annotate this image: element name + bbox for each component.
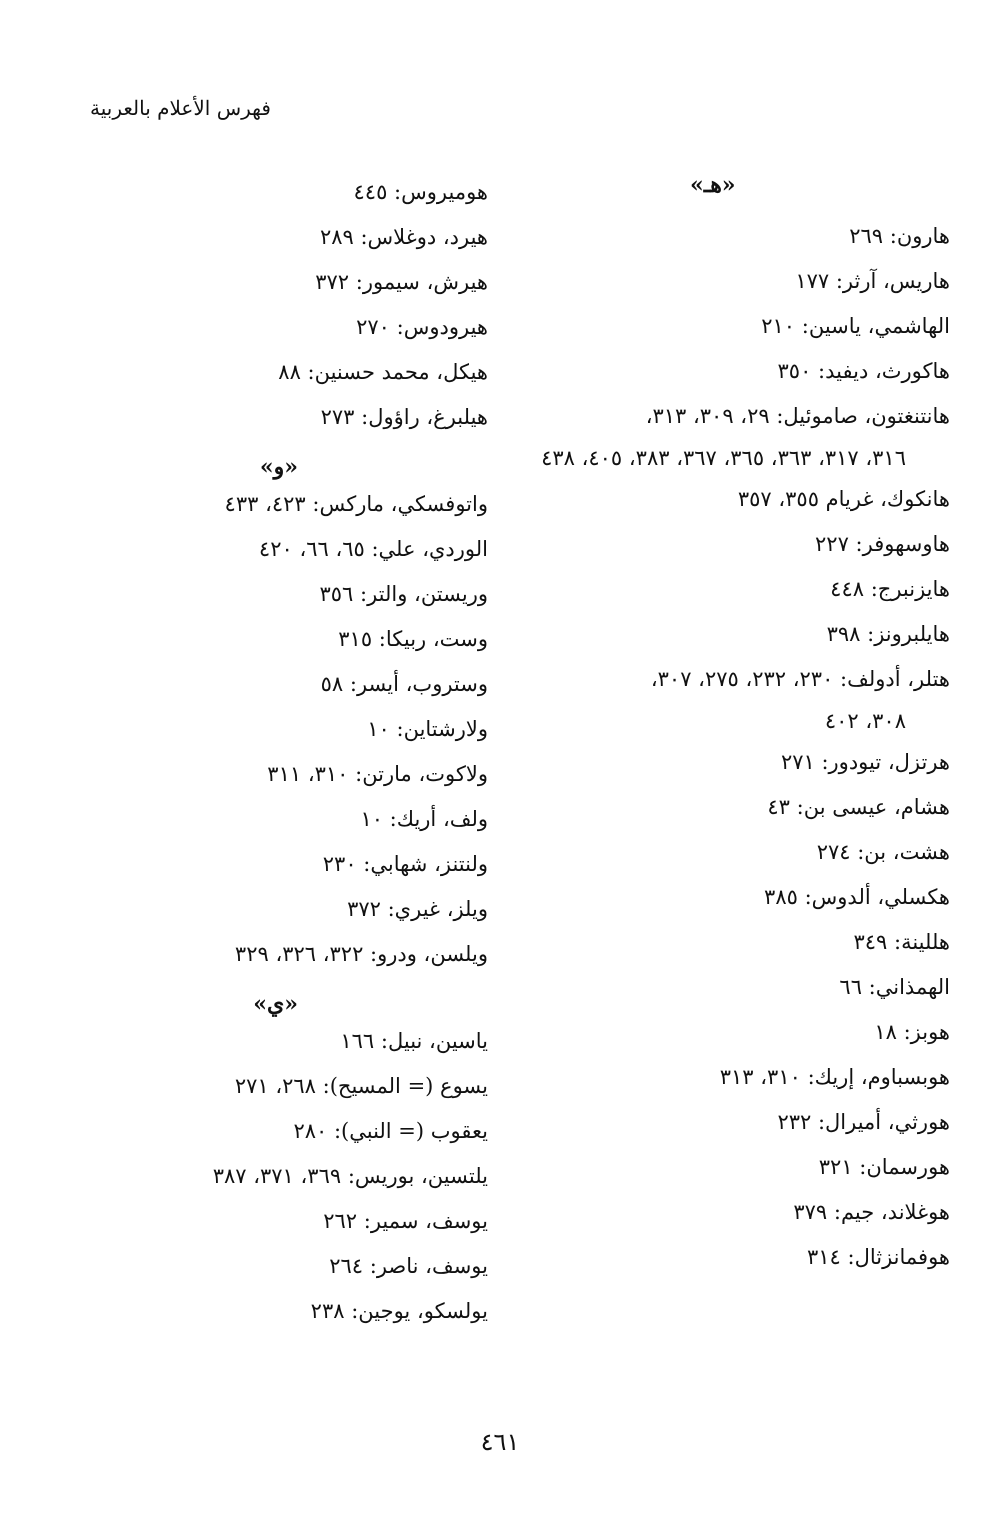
entry-text: يولسكو، يوجين: ٢٣٨ — [310, 1299, 488, 1323]
entry-text: هيرد، دوغلاس: ٢٨٩ — [319, 225, 488, 249]
index-entry — [160, 1199, 488, 1244]
entry-text: الهاشمي، ياسين: ٢١٠ — [761, 314, 950, 338]
index-section — [160, 170, 488, 440]
page-number: ٤٦١ — [480, 1428, 520, 1456]
index-entry — [160, 395, 488, 440]
index-entry — [540, 214, 950, 259]
index-entry — [540, 522, 950, 567]
entry-text: وستروب، أيسر: ٥٨ — [320, 672, 488, 696]
index-entry — [160, 1064, 488, 1109]
entry-text: هوبز: ١٨ — [874, 1020, 950, 1044]
entry-text: وست، ربيكا: ٣١٥ — [338, 627, 488, 651]
index-section — [160, 452, 488, 977]
index-section — [160, 989, 488, 1334]
entry-list — [160, 170, 488, 440]
index-entry — [540, 612, 950, 657]
entry-text: يوسف، ناصر: ٢٦٤ — [329, 1254, 488, 1278]
entry-text: هايلبرونز: ٣٩٨ — [826, 622, 950, 646]
entry-text: هوغلاند، جيم: ٣٧٩ — [793, 1200, 950, 1224]
entry-text: هوفمانزثال: ٣١٤ — [806, 1245, 950, 1269]
index-entry — [160, 305, 488, 350]
entry-text: هيرش، سيمور: ٣٧٢ — [315, 270, 488, 294]
entry-text: هشام، عيسى بن: ٤٣ — [767, 795, 950, 819]
entry-list — [160, 482, 488, 977]
right-column — [540, 170, 950, 1280]
index-entry — [540, 259, 950, 304]
index-entry — [540, 1100, 950, 1145]
index-entry — [160, 617, 488, 662]
index-entry — [160, 842, 488, 887]
entry-text: وريستن، والتر: ٣٥٦ — [319, 582, 488, 606]
entry-text: الوردي، علي: ٦٥، ٦٦، ٤٢٠ — [258, 537, 488, 561]
index-entry — [540, 349, 950, 394]
index-entry — [540, 740, 950, 785]
entry-text: هكسلي، ألدوس: ٣٨٥ — [764, 885, 950, 909]
entry-text: هيلبرغ، راؤول: ٢٧٣ — [320, 405, 488, 429]
entry-text: هيكل، محمد حسنين: ٨٨ — [278, 360, 488, 384]
entry-text: ياسين، نبيل: ١٦٦ — [340, 1029, 488, 1053]
index-entry — [160, 797, 488, 842]
index-entry — [160, 350, 488, 395]
index-entry — [540, 875, 950, 920]
entry-list — [160, 1019, 488, 1334]
index-entry — [160, 482, 488, 527]
entry-text: ولارشتاين: ١٠ — [367, 717, 488, 741]
index-entry — [160, 572, 488, 617]
entry-text: هللينة: ٣٤٩ — [853, 930, 950, 954]
entry-text: ويلز، غيري: ٣٧٢ — [347, 897, 488, 921]
index-entry — [540, 567, 950, 612]
entry-text: هاوسهوفر: ٢٢٧ — [815, 532, 950, 556]
index-entry — [540, 785, 950, 830]
index-entry — [160, 260, 488, 305]
index-entry — [540, 477, 950, 522]
index-entry — [540, 965, 950, 1010]
entry-text: هاريس، آرثر: ١٧٧ — [795, 269, 950, 293]
index-entry — [160, 932, 488, 977]
entry-text: هاكورث، ديفيد: ٣٥٠ — [777, 359, 950, 383]
entry-text: يلتسين، بوريس: ٣٦٩، ٣٧١، ٣٨٧ — [212, 1164, 488, 1188]
entry-list — [540, 214, 950, 1280]
index-entry — [540, 1055, 950, 1100]
index-entry — [160, 752, 488, 797]
entry-text: يعقوب (= النبي): ٢٨٠ — [293, 1119, 488, 1143]
entry-text: هارون: ٢٦٩ — [849, 224, 950, 248]
entry-text: ويلسن، ودرو: ٣٢٢، ٣٢٦، ٣٢٩ — [234, 942, 488, 966]
index-entry — [540, 830, 950, 875]
section-letter: «و» — [259, 454, 298, 480]
entry-text: هوميروس: ٤٤٥ — [353, 180, 488, 204]
entry-text: هشت، بن: ٢٧٤ — [816, 840, 950, 864]
entry-text: هورسمان: ٣٢١ — [818, 1155, 950, 1179]
entry-text: ولنتنز، شهابي: ٢٣٠ — [322, 852, 488, 876]
entry-text: هيرودوس: ٢٧٠ — [356, 315, 488, 339]
index-entry — [160, 887, 488, 932]
entry-text: يوسف، سمير: ٢٦٢ — [323, 1209, 488, 1233]
running-head: فهرس الأعلام بالعربية — [90, 96, 271, 120]
index-entry — [160, 707, 488, 752]
section-letter-heh: «هـ» — [690, 172, 736, 198]
index-entry — [540, 1010, 950, 1055]
index-entry — [160, 170, 488, 215]
entry-text: هانتنغتون، صاموئيل: ٢٩، ٣٠٩، ٣١٣، — [645, 404, 950, 428]
entry-text: يسوع (= المسيح): ٢٦٨، ٢٧١ — [234, 1074, 488, 1098]
entry-text: هانكوك، غريام ٣٥٥، ٣٥٧ — [737, 487, 950, 511]
index-entry — [160, 662, 488, 707]
section-letter: «ي» — [253, 991, 298, 1017]
entry-text: هايزنبرج: ٤٤٨ — [830, 577, 950, 601]
index-entry — [160, 527, 488, 572]
index-entry — [160, 1154, 488, 1199]
entry-text: واتوفسكي، ماركس: ٤٢٣، ٤٣٣ — [224, 492, 488, 516]
entry-text: الهمذاني: ٦٦ — [839, 975, 950, 999]
entry-continuation: ٣٠٨، ٤٠٢ — [824, 709, 906, 733]
entry-text: ولف، أريك: ١٠ — [360, 807, 488, 831]
index-entry — [540, 920, 950, 965]
index-entry — [540, 657, 950, 740]
index-entry — [160, 1019, 488, 1064]
entry-text: ولاكوت، مارتن: ٣١٠، ٣١١ — [267, 762, 488, 786]
entry-text: هورثي، أميرال: ٢٣٢ — [777, 1110, 950, 1134]
index-entry — [540, 1190, 950, 1235]
index-entry — [540, 1235, 950, 1280]
entry-text: هرتزل، تيودور: ٢٧١ — [780, 750, 950, 774]
index-entry — [160, 1244, 488, 1289]
index-entry — [160, 1109, 488, 1154]
index-entry — [160, 1289, 488, 1334]
index-entry — [540, 394, 950, 477]
index-entry — [540, 304, 950, 349]
entry-continuation: ٣١٦، ٣١٧، ٣٦٣، ٣٦٥، ٣٦٧، ٣٨٣، ٤٠٥، ٤٣٨ — [541, 446, 906, 470]
index-entry — [160, 215, 488, 260]
entry-text: هوبسباوم، إريك: ٣١٠، ٣١٣ — [719, 1065, 950, 1089]
left-column — [160, 170, 488, 1346]
index-entry — [540, 1145, 950, 1190]
entry-text: هتلر، أدولف: ٢٣٠، ٢٣٢، ٢٧٥، ٣٠٧، — [650, 667, 950, 691]
